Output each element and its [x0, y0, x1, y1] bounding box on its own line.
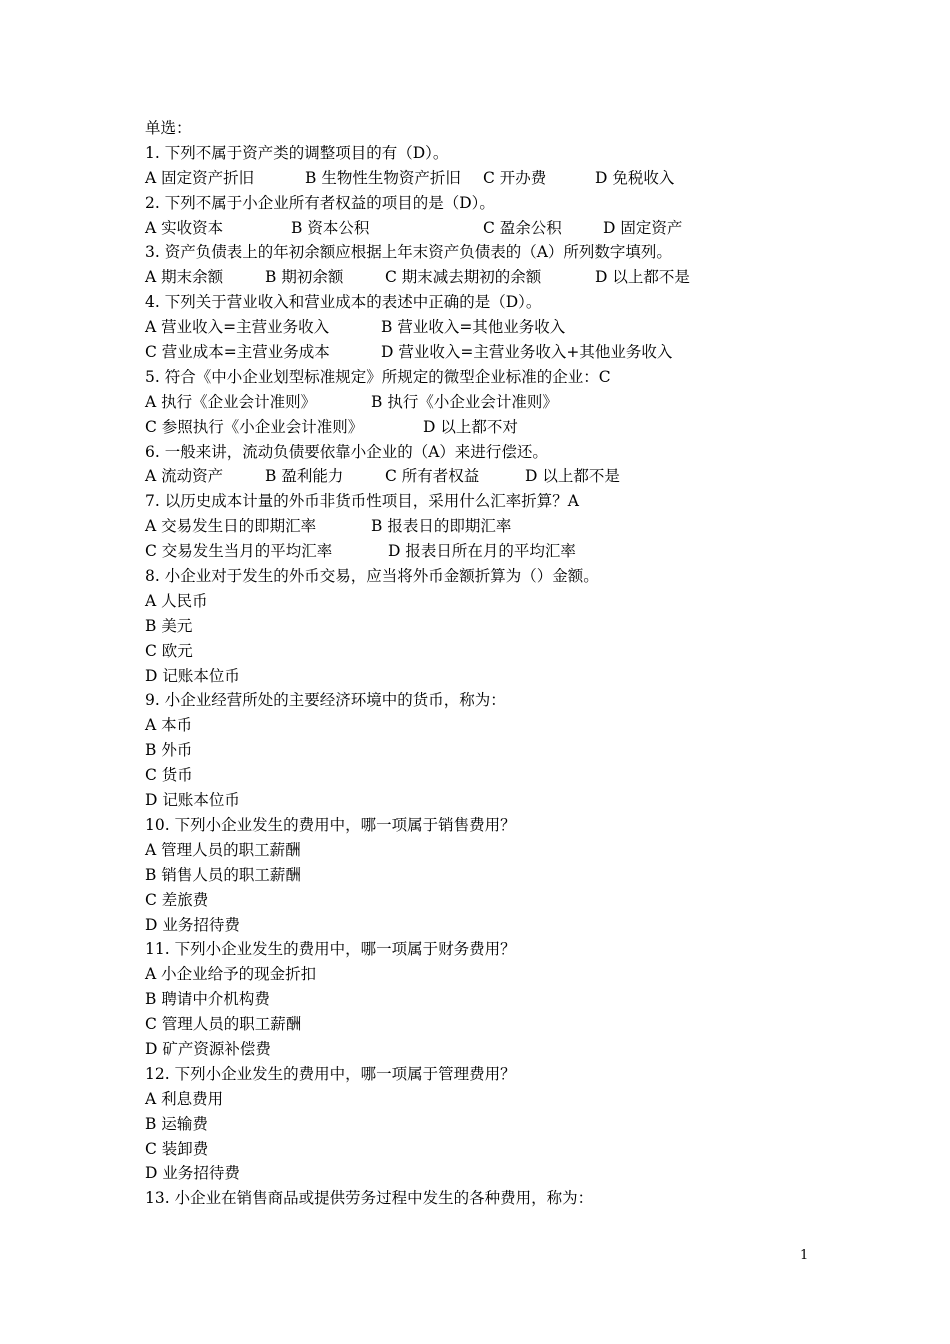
answer-option: B 资本公积 — [291, 218, 370, 237]
answer-option: D 记账本位币 — [145, 791, 240, 810]
answer-option: C 欧元 — [145, 641, 193, 660]
question-text: 12. 下列小企业发生的费用中，哪一项属于管理费用？ — [145, 1064, 516, 1083]
answer-option: D 营业收入=主营业务收入+其他业务收入 — [381, 343, 673, 362]
answer-option: C 参照执行《小企业会计准则》 — [145, 417, 364, 436]
answer-option: B 聘请中介机构费 — [145, 990, 270, 1009]
document-body — [145, 116, 845, 1211]
options-line — [145, 265, 845, 290]
options-line — [145, 539, 845, 564]
answer-option: A 小企业给予的现金折扣 — [145, 965, 317, 984]
answer-option: B 运输费 — [145, 1114, 208, 1133]
options-line — [145, 315, 845, 340]
answer-option: B 生物性生物资产折旧 — [305, 168, 461, 187]
answer-option: A 交易发生日的即期汇率 — [145, 517, 317, 536]
answer-option: C 装卸费 — [145, 1139, 209, 1158]
answer-option: D 业务招待费 — [145, 1164, 240, 1183]
answer-option: B 外币 — [145, 741, 193, 760]
question-list — [145, 141, 845, 1211]
answer-option: A 固定资产折旧 — [145, 168, 255, 187]
answer-option: A 实收资本 — [145, 218, 224, 237]
answer-option: D 免税收入 — [595, 168, 675, 187]
answer-option: C 所有者权益 — [385, 467, 480, 486]
answer-option: B 期初余额 — [265, 268, 344, 287]
answer-option: B 销售人员的职工薪酬 — [145, 865, 301, 884]
answer-option: A 人民币 — [145, 591, 208, 610]
question-text: 3. 资产负债表上的年初余额应根据上年末资产负债表的（A）所列数字填列。 — [145, 243, 672, 262]
answer-option: A 营业收入=主营业务收入 — [145, 318, 330, 337]
page-number: 1 — [800, 1248, 809, 1263]
answer-option: B 盈利能力 — [265, 467, 344, 486]
answer-option: D 固定资产 — [603, 218, 683, 237]
question-text: 4. 下列关于营业收入和营业成本的表述中正确的是（D）。 — [145, 293, 542, 312]
options-line — [145, 216, 845, 241]
options-line — [145, 166, 845, 191]
answer-option: B 美元 — [145, 616, 193, 635]
options-line — [145, 415, 845, 440]
question-text: 13. 小企业在销售商品或提供劳务过程中发生的各种费用，称为： — [145, 1189, 594, 1208]
answer-option: D 以上都不是 — [525, 467, 620, 486]
answer-option: A 利息费用 — [145, 1089, 224, 1108]
options-line — [145, 340, 845, 365]
answer-option: D 记账本位币 — [145, 666, 240, 685]
question-text: 1. 下列不属于资产类的调整项目的有（D）。 — [145, 143, 449, 162]
answer-option: C 期末减去期初的余额 — [385, 268, 542, 287]
answer-option: A 流动资产 — [145, 467, 224, 486]
answer-option: B 执行《小企业会计准则》 — [371, 392, 558, 411]
question-text: 9. 小企业经营所处的主要经济环境中的货币，称为： — [145, 691, 506, 710]
answer-option: C 盈余公积 — [483, 218, 562, 237]
answer-option: C 货币 — [145, 766, 193, 785]
options-line — [145, 514, 845, 539]
answer-option: C 差旅费 — [145, 890, 209, 909]
question-text: 5. 符合《中小企业划型标准规定》所规定的微型企业标准的企业：C — [145, 367, 611, 386]
question-text: 10. 下列小企业发生的费用中，哪一项属于销售费用？ — [145, 815, 516, 834]
answer-option: D 业务招待费 — [145, 915, 240, 934]
answer-option: B 报表日的即期汇率 — [371, 517, 512, 536]
question-text: 2. 下列不属于小企业所有者权益的项目的是（D）。 — [145, 193, 495, 212]
question-text: 8. 小企业对于发生的外币交易，应当将外币金额折算为（）金额。 — [145, 567, 599, 586]
answer-option: D 以上都不对 — [423, 417, 518, 436]
answer-option: C 管理人员的职工薪酬 — [145, 1015, 302, 1034]
answer-option: D 以上都不是 — [595, 268, 690, 287]
question-text: 11. 下列小企业发生的费用中，哪一项属于财务费用？ — [145, 940, 516, 959]
answer-option: A 执行《企业会计准则》 — [145, 392, 317, 411]
answer-option: D 报表日所在月的平均汇率 — [388, 542, 576, 561]
answer-option: C 开办费 — [483, 168, 547, 187]
answer-option: D 矿产资源补偿费 — [145, 1039, 271, 1058]
options-line — [145, 390, 845, 415]
question-text: 7. 以历史成本计量的外币非货币性项目，采用什么汇率折算？A — [145, 492, 579, 511]
answer-option: A 本币 — [145, 716, 193, 735]
question-text: 6. 一般来讲，流动负债要依靠小企业的（A）来进行偿还。 — [145, 442, 548, 461]
answer-option: C 营业成本=主营业务成本 — [145, 343, 330, 362]
section-heading: 单选： — [145, 119, 192, 137]
options-line — [145, 464, 845, 489]
answer-option: A 期末余额 — [145, 268, 224, 287]
answer-option: B 营业收入=其他业务收入 — [381, 318, 566, 337]
answer-option: A 管理人员的职工薪酬 — [145, 840, 301, 859]
answer-option: C 交易发生当月的平均汇率 — [145, 542, 333, 561]
